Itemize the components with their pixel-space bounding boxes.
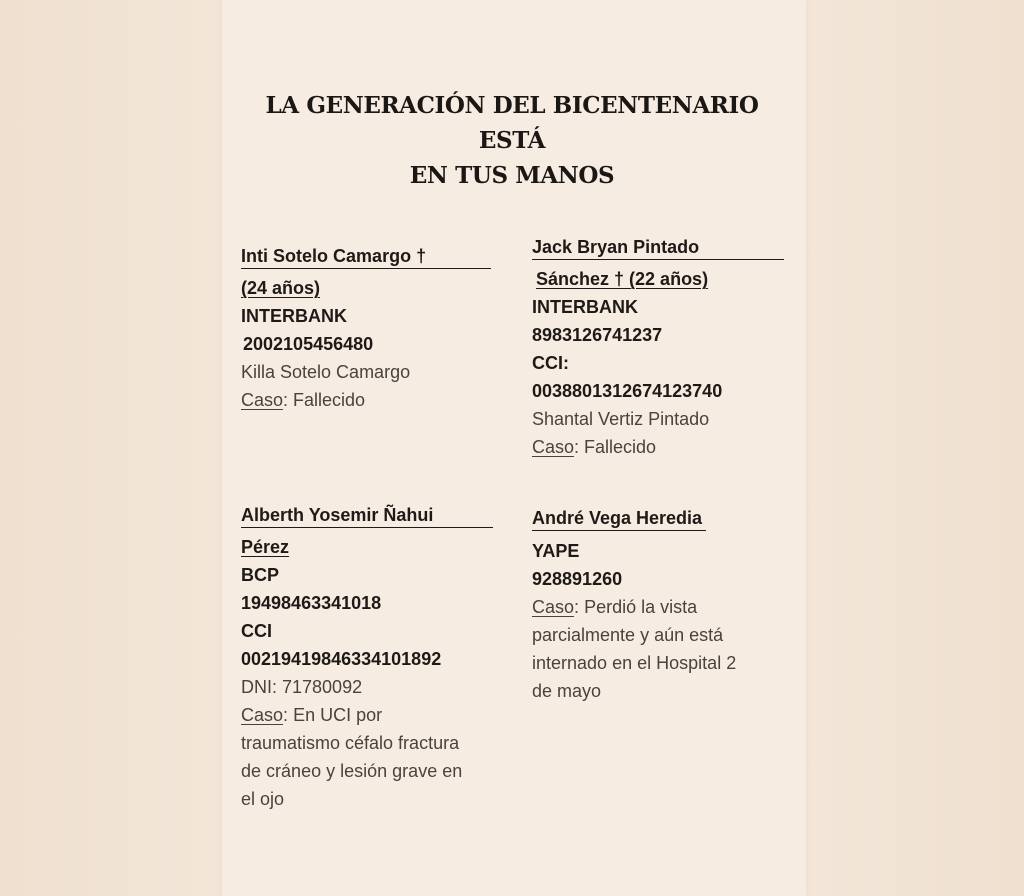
account-holder: Shantal Vertiz Pintado: [532, 409, 710, 429]
case-line: [241, 386, 491, 414]
surname: Pérez: [241, 537, 290, 557]
account-number: 2002105456480: [243, 334, 374, 354]
cci-label: CCI:: [532, 353, 569, 373]
case-word: la: [641, 597, 656, 617]
name-word: Jack: [532, 237, 573, 257]
card-name-line-2: [241, 533, 493, 561]
card-name-line-1: [241, 504, 493, 528]
case-word: lesión: [340, 761, 388, 781]
card-name-line-1: [241, 245, 491, 269]
card-name-line-2: [241, 274, 491, 302]
bank-name: YAPE: [532, 541, 580, 561]
cci-number: 0038801312674123740: [532, 381, 723, 401]
case-word: por: [356, 705, 383, 725]
case-word: y: [640, 625, 650, 645]
name-word: †: [416, 246, 427, 266]
case-word: :: [574, 597, 580, 617]
title-line-2: EN TUS MANOS: [409, 162, 615, 189]
name-word: Sotelo: [273, 246, 329, 266]
title-line-1: LA GENERACIÓN DEL BICENTENARIO ESTÁ: [265, 92, 759, 154]
case-label: Caso: [241, 390, 284, 410]
case-line-3: [532, 649, 784, 677]
case-word: de: [241, 761, 262, 781]
donation-card-jack: [532, 236, 784, 461]
name-word: Camargo: [333, 246, 412, 266]
case-line-2: [532, 621, 784, 649]
case-word: grave: [392, 761, 438, 781]
case-word: Perdió: [584, 597, 637, 617]
page-title: [238, 88, 786, 193]
card-name-line-2: [532, 265, 784, 293]
case-line-1: [532, 593, 784, 621]
name-word: Yosemir: [308, 505, 379, 525]
cci-label: CCI: [241, 621, 272, 641]
case-word: y: [326, 761, 336, 781]
case-text: : Fallecido: [283, 390, 366, 410]
name-word: Alberth: [241, 505, 304, 525]
case-word: aún: [654, 625, 685, 645]
donation-card-alberth: [241, 504, 493, 813]
case-word: está: [689, 625, 724, 645]
case-line-4: el ojo: [241, 789, 285, 809]
case-word: En: [293, 705, 316, 725]
bank-name: BCP: [241, 565, 280, 585]
age-label: (24 años): [241, 278, 321, 298]
case-word: en: [442, 761, 463, 781]
card-name: [532, 504, 784, 532]
bank-name: INTERBANK: [241, 306, 347, 326]
account-number: 19498463341018: [241, 593, 382, 613]
left-background: [0, 0, 222, 896]
case-word: Hospital: [656, 653, 722, 673]
case-text: : Fallecido: [574, 437, 657, 457]
case-word: :: [283, 705, 289, 725]
case-word: vista: [660, 597, 698, 617]
cci-number: 00219419846334101892: [241, 649, 442, 669]
case-line-2: traumatismo céfalo fractura: [241, 733, 460, 753]
case-word: UCI: [320, 705, 352, 725]
name-word: Bryan: [577, 237, 629, 257]
case-word: internado: [532, 653, 608, 673]
case-word: parcialmente: [532, 625, 636, 645]
account-holder: Killa Sotelo Camargo: [241, 362, 411, 382]
case-label: Caso: [532, 437, 575, 457]
dni: DNI: 71780092: [241, 677, 363, 697]
bank-name: INTERBANK: [532, 297, 638, 317]
account-number: 928891260: [532, 569, 623, 589]
case-label: Caso: [532, 597, 575, 617]
case-line-3: [241, 757, 493, 785]
case-word: 2: [726, 653, 737, 673]
case-line: [532, 433, 784, 461]
donation-card-inti: [241, 245, 491, 414]
case-line-4: de mayo: [532, 681, 602, 701]
case-line-1: [241, 701, 493, 729]
person-name: André Vega Heredia: [532, 507, 706, 531]
name-and-age: Sánchez † (22 años): [536, 269, 709, 289]
case-word: el: [637, 653, 652, 673]
right-background: [806, 0, 1024, 896]
case-word: en: [612, 653, 633, 673]
card-name-line-1: [532, 236, 784, 260]
case-word: cráneo: [266, 761, 322, 781]
name-word: Ñahui: [383, 505, 434, 525]
name-word: Pintado: [633, 237, 700, 257]
account-number: 8983126741237: [532, 325, 663, 345]
name-word: Inti: [241, 246, 268, 266]
case-label: Caso: [241, 705, 284, 725]
donation-card-andre: [532, 504, 784, 705]
